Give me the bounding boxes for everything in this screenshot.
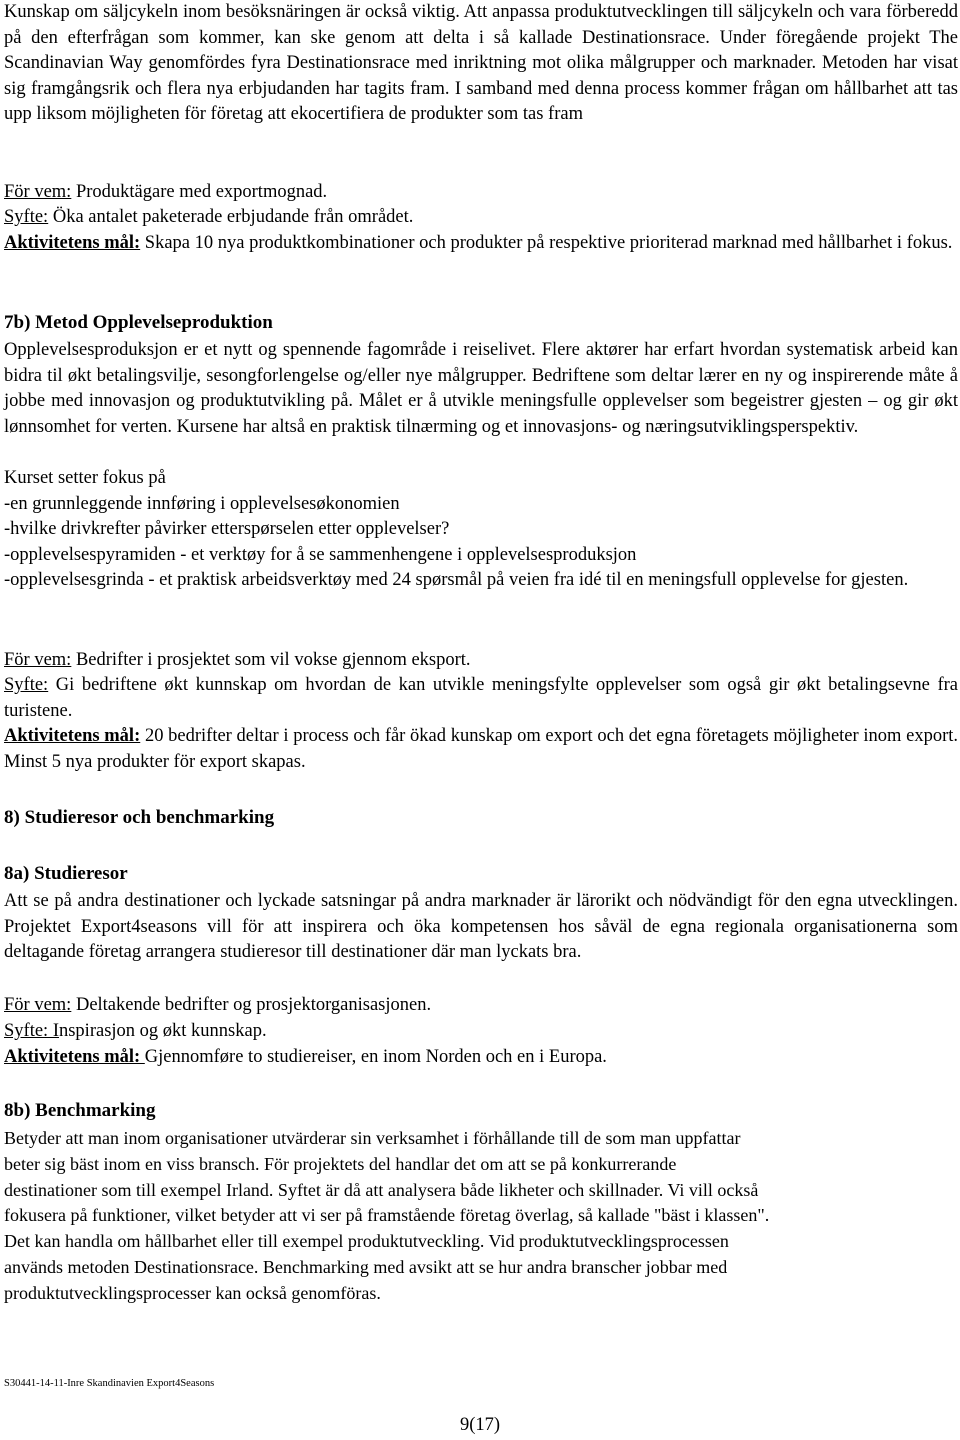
- focus-item: -opplevelsesgrinda - et praktisk arbeidsverktøy med 24 spørsmål på veien fra idé til en meningsfull opplevelse for gjesten.: [4, 570, 909, 590]
- paragraph-line: destinationer som till exempel Irland. Syftet är då att analysera både likheter och skillnader. Vi vill också: [4, 1179, 759, 1200]
- intro-paragraph: [4, 0, 958, 128]
- mal-label: Aktivitetens mål:: [4, 1047, 145, 1067]
- section-7b-syfte: [4, 673, 958, 724]
- section-heading-8: 8) Studieresor och benchmarking: [4, 807, 275, 828]
- mal-label: Aktivitetens mål:: [4, 233, 141, 253]
- for-vem-text: Bedrifter i prosjektet som vil vokse gjennom eksport.: [71, 650, 471, 670]
- paragraph-line: produktutvecklingsprocesser kan också genomföras.: [4, 1282, 381, 1303]
- intro-text: Kunskap om säljcykeln inom besöksnäringen är också viktig. Att anpassa produktutvecklingen till säljcykeln och vara förberedd på den efterfrågan som kommer, kan ske genom att delta i så kallade Destinationsrace. Under föregående projekt The Scandinavian Way genomfördes fyra Destinationsrace med inriktning mot olika målgrupper och marknader. Metoden har visat sig framgångsrik och flera nya erbjudanden har tagits fram. I samband med denna process kommer frågan om hållbarhet att tas upp liksom möjligheten för företag att ekocertifiera de produkter som tas fram: [4, 2, 958, 124]
- section-7b-aktivitetens-mal: [4, 724, 958, 775]
- syfte-label: Syfte:: [4, 675, 49, 695]
- focus-item: -hvilke drivkrefter påvirker etterspørselen etter opplevelser?: [4, 519, 450, 539]
- section-8a-paragraph: Att se på andra destinationer och lyckade satsningar på andra marknader är lärorikt och nödvändigt för den egna utvecklingen. Projektet Export4seasons vill för att inspirera och öka kompetensen hos såväl de egna regionala organisationerna som deltagande företag arrangera studieresor till destinationer där man lyckats bra.: [4, 891, 958, 962]
- focus-item: -en grunnleggende innføring i opplevelsesøkonomien: [4, 493, 400, 514]
- section-heading-8a: 8a) Studieresor: [4, 863, 128, 884]
- paragraph-line: beter sig bäst inom en viss bransch. För projektets del handlar det om att se på konkurrerande: [4, 1153, 677, 1174]
- for-vem-label: För vem:: [4, 650, 72, 670]
- for-vem-text: Produktägare med exportmognad.: [71, 182, 328, 202]
- focus-intro: Kurset setter fokus på: [4, 468, 166, 488]
- section-8a-aktivitetens-mal: [4, 1045, 958, 1071]
- mal-label: Aktivitetens mål:: [4, 726, 141, 746]
- section-8a-for-vem: [4, 993, 958, 1019]
- section-7b-paragraph: Opplevelsesproduksjon er et nytt og spennende fagområde i reiselivet. Flere aktører har erfart hvordan systematisk arbeid kan bidra til økt betalingsvilje, sesongforlengelse og/eller nye målgrupper. Bedriftene som deltar lærer en ny og inspirerende måte å jobbe med innovasjon og produktutvikling på. Målet er å utvikle meningsfulle opplevelser som begeistrer gjesten – og gir økt lønnsomhet for verten. Kursene har altså en praktisk tilnærming og et innovasjons- og næringsutviklingsperspektiv.: [4, 340, 958, 437]
- for-vem-text: Deltakende bedrifter og prosjektorganisasjonen.: [71, 995, 432, 1015]
- syfte-text: nspirasjon og økt kunnskap.: [58, 1021, 267, 1041]
- focus-item: -opplevelsespyramiden - et verktøy for å se sammenhengene i opplevelsesproduksjon: [4, 544, 637, 565]
- section-heading-8b: 8b) Benchmarking: [4, 1100, 156, 1121]
- intro-syfte: [4, 205, 958, 231]
- section-8a-syfte: [4, 1019, 958, 1045]
- syfte-label: Syfte:: [4, 207, 49, 227]
- paragraph-line: Betyder att man inom organisationer utvärderar sin verksamhet i förhållande till de som man uppfattar: [4, 1128, 741, 1148]
- paragraph-line: fokusera på funktioner, vilket betyder att vi ser på framstående företag överlag, så kallade "bäst i klassen".: [4, 1205, 770, 1226]
- intro-for-vem: [4, 180, 958, 206]
- mal-text: Skapa 10 nya produktkombinationer och produkter på respektive prioriterad marknad med hållbarhet i fokus.: [140, 233, 953, 253]
- footer-reference: S30441-14-11-Inre Skandinavien Export4Seasons: [4, 1378, 215, 1389]
- for-vem-label: För vem:: [4, 995, 72, 1015]
- paragraph-line: Det kan handla om hållbarhet eller till exempel produktutveckling. Vid produktutvecklingsprocessen: [4, 1231, 729, 1252]
- mal-text: Gjennomføre to studiereiser, en inom Norden och en i Europa.: [144, 1047, 607, 1067]
- section-7b-focus: [4, 466, 958, 594]
- section-heading-7b: 7b) Metod Opplevelseproduktion: [4, 312, 273, 333]
- section-8b-paragraph: [4, 1126, 958, 1307]
- intro-aktivitetens-mal: [4, 231, 958, 257]
- syfte-text: Gi bedriftene økt kunnskap om hvordan de kan utvikle meningsfylte opplevelser som også gir økt betalingsevne fra turistene.: [4, 675, 958, 721]
- syfte-text: Öka antalet paketerade erbjudande från området.: [48, 207, 414, 227]
- for-vem-label: För vem:: [4, 182, 72, 202]
- section-7b-for-vem: [4, 648, 958, 674]
- syfte-label: Syfte: I: [4, 1021, 59, 1041]
- mal-text: 20 bedrifter deltar i process och får ökad kunskap om export och det egna företagets möjligheter inom export. Minst 5 nya produkter för export skapas.: [4, 726, 958, 772]
- paragraph-line: används metoden Destinationsrace. Benchmarking med avsikt att se hur andra branscher jobbar med: [4, 1256, 728, 1277]
- page-number: 9(17): [459, 1415, 501, 1435]
